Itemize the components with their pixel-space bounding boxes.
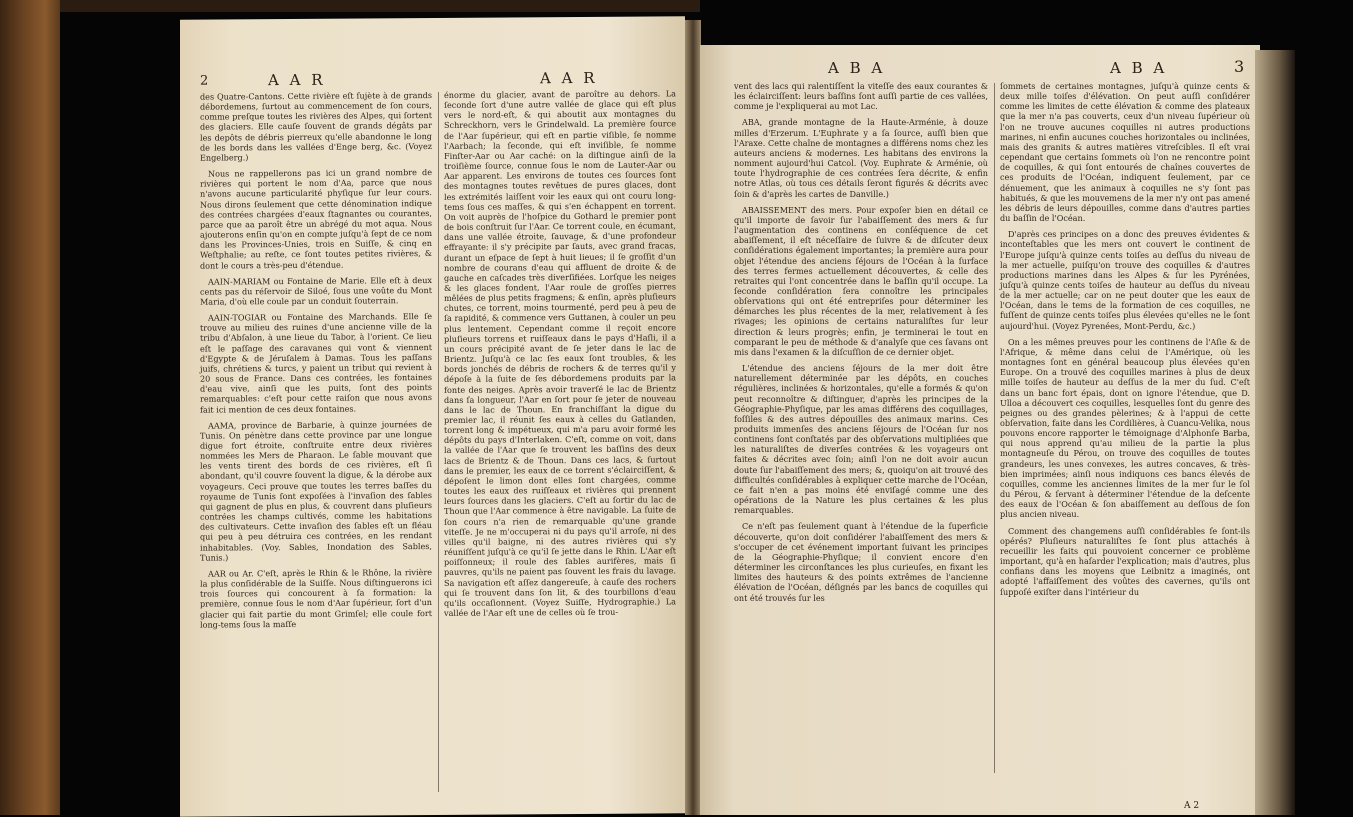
right-page-column-2 [1000, 81, 1250, 603]
running-header-right: A A R [540, 68, 598, 88]
book-top-edge [60, 0, 700, 12]
left-page-column-2 [444, 88, 676, 624]
page-number: 2 [200, 73, 212, 89]
left-page-column-1 [200, 90, 432, 635]
column-divider [438, 92, 439, 792]
signature-mark: A 2 [1184, 801, 1200, 811]
paragraph: énorme du glacier, avant de paroître au dehors. La ſeconde ſort d'une autre vallée de glace qui eſt plus vers le nord-eſt, & qui aboutit aux montagnes du Schreckhorn, vers le Grindelwald. La première ſource de l'Aar ſupérieur, qui eſt en partie viſible, ſe nomme l'Aarbach; la ſeconde, qui eſt inviſible, ſe nomme Finſter-Aar ou Aar caché: on la diſtingue ainſi de la troiſième ſource, connue ſous le nom de Lauter-Aar ou Aar apparent. Les environs de toutes ces ſources ſont des montagnes toutes revêtues de pures glaces, dont les extrémités laiſſent voir les eaux qui ont couru long-tems ſous ces maſſes, & qui s'en échappent en torrent. On voit auprès de l'hoſpice du Gothard le premier pont de bois conſtruit ſur l'Aar. Ce torrent coule, en écumant, dans une vallée étroite, ſauvage, & d'une profondeur effrayante: il s'y précipite par ſauts, avec grand fracas, durant un eſpace de ſept à huit lieues; il ſe groſſit d'un nombre de courans d'eau qui affluent de droite & de gauche en caſcades très diverſifiées. Lorſque les neiges & les glaces fondent, l'Aar roule de groſſes pierres mêlées de plus petits fragmens; & enſin, après pluſieurs chutes, ce torrent, moins tourmenté, perd peu à peu de ſa rapidité, & commence vers Guttanen, à couler un peu plus lentement. Cependant comme il reçoit encore pluſieurs torrens et ruiſſeaux dans le pays d'Haſli, il a un cours précipité avant de ſe jeter dans le lac de Brientz. Juſqu'à ce lac ſes eaux ſont troubles, & les bords jonchés de débris de rochers & de terres qu'il y dépoſe à la ſuite de ſes débordemens produits par la fonte des neiges. Après avoir traverſé le lac de Brientz dans ſa longueur, l'Aar en ſort pour ſe jeter de nouveau dans le lac de Thoun. En franchiſſant la digue du premier lac, il réunit ſes eaux à celles du Gatlanden, torrent long & impétueux, qui m'a paru avoir formé les dépôts du pays d'Interlaken. C'eſt, comme on voit, dans la vallée de l'Aar que ſe trouvent les baſſins des deux lacs de Brientz & de Thoun. Dans ces lacs, & ſurtout dans le premier, les eaux de ce torrent s'éclairciſſent, & dépoſent le limon dont elles ſont chargées, comme toutes les eaux des ruiſſeaux et rivières qui prennent leurs ſources dans les glaciers. C'eſt au ſortir du lac de Thoun que l'Aar commence à être navigable. La ſuite de ſon cours n'a rien de remarquable qu'une grande viteſſe. Je ne m'occuperai ni du pays qu'il arroſe, ni des villes qu'il baigne, ni des autres rivières qui s'y réuniſſent juſqu'à ce qu'il ſe jette dans le Rhin. L'Aar eſt poiſſonneux; il roule des ſables aurifères, mais ſi pauvres, qu'ils ne paient pas ſouvent les frais du lavage. Sa navigation eſt aſſez dangereuſe, à cauſe des rochers qui ſe trouvent dans ſon lit, & des tourbillons d'eau qu'ils occaſionnent. (Voyez Suiſſe, Hydrographie.) La vallée de l'Aar eſt une de celles où ſe trou- [444, 88, 676, 618]
book-page-edges [1255, 50, 1295, 815]
paragraph: AAIN-TOGIAR ou Fontaine des Marchands. Elle ſe trouve au milieu des ruines d'une ancienne ville de la tribu d'Abſalon, à une lieue du Tabor, à l'orient. Ce lieu eſt le paſſage des caravanes qui vont & viennent d'Egypte & de Jéruſalem à Damas. Tous les paſſans juifs, chrétiens & turcs, y paient un tribut qui revient à 20 sous de France. Dans ces contrées, les fontaines d'eau vive, ainſi que les puits, ſont des points remarquables: c'eſt pour cette raiſon que nous avons fait ici mention de ces deux fontaines. [200, 311, 432, 415]
paragraph: AAIN-MARIAM ou Fontaine de Marie. Elle eſt à deux cents pas du réſervoir de Siloé, ſous une voûte du Mont Maria, d'où elle coule par un conduit ſouterrain. [200, 274, 432, 307]
book-gutter [685, 20, 701, 815]
paragraph: Nous ne rappellerons pas ici un grand nombre de rivières qui portent le nom d'Aa, parce que nous n'avons aucune particularité phyſique ſur leur cours. Nous dirons ſeulement que cette dénomination indique des contrées chargées d'eaux ſtagnantes ou courantes, parce que aa paroît être un abrégé du mot aqua. Nous ajouterons enſin qu'on en compte juſqu'à ſept de ce nom dans les Provinces-Unies, trois en Suiſſe, & cinq en Weſtphalie; au reſte, ce ſont toutes petites rivières, & dont le cours a très-peu d'étendue. [200, 167, 432, 271]
running-header-right: A B A [1110, 59, 1168, 77]
paragraph: ABA, grande montagne de la Haute-Arménie, à douze milles d'Erzerum. L'Euphrate y a ſa ſource, auſſi bien que l'Araxe. Cette chaîne de montagnes a différens noms chez les auteurs anciens & modernes. Les habitans des environs la nomment aujourd'hui Catcol. (Voy. Euphrate & Arménie, où toute l'hydrographie de ces contrées ſera décrite, & enfin notre Atlas, où tous ces détails ſeront figurés & décrits avec ſoin & d'après les cartes de Danville.) [734, 117, 988, 199]
paragraph: ſommets de certaines montagnes, juſqu'à quinze cents & deux mille toiſes d'élévation. On peut auſſi conſidérer comme les limites de cette élévation & comme des plateaux que la mer n'a pas couverts, ceux d'un niveau ſupérieur où l'on ne trouve aucunes coquilles ni autres productions marines, ni enfin aucunes couches horizontales ou inclinées, mais des granits & autres matières vitreſcibles. Il eſt vrai cependant que certains ſommets où l'on ne rencontre point de coquilles, & qui ſont entourés de chaînes couvertes de ces produits de l'Océan, indiquent ſeulement, par ce dénuement, que les animaux à coquilles ne s'y ſont pas habitués, & que les mouvemens de la mer n'y ont pas amené les débris de leurs dépouilles, comme dans d'autres parties du baſſin de l'Océan. [1000, 81, 1250, 224]
paragraph: AAR ou Ar. C'eſt, après le Rhin & le Rhône, la rivière la plus conſidérable de la Suiſſe. Nous diſtinguerons ici trois ſources qui concourent à ſa formation: la première, connue ſous le nom d'Aar ſupérieur, ſort d'un glacier qui fait partie du mont Grimſel; elle coule fort long-tems ſous la maſſe [200, 566, 432, 630]
paragraph: AAMA, province de Barbarie, à quinze journées de Tunis. On pénètre dans cette province par une longue digue fort étroite, conſtruite entre deux rivières nommées les Mers de Pharaon. Le ſable mouvant que les vents tirent des bords de ces rivières, eſt ſi abondant, qu'il couvre ſouvent la digue, & la dérobe aux voyageurs. Ceci prouve que toutes les terres baſſes du royaume de Tunis ſont expoſées à l'invaſion des ſables qui gagnent de plus en plus, & couvrent dans pluſieurs contrées les champs cultivés, comme les habitations des cultivateurs. Cette invaſion des ſables eſt un fléau qui peu à peu détruira ces contrées, en les rendant inhabitables. (Voy. Sables, Inondation des Sables, Tunis.) [200, 418, 432, 563]
paragraph: vent des lacs qui ralentiſſent la viteſſe des eaux courantes & les éclairciſſent: leurs baſſins ſont auſſi partie de ces vallées, comme je l'expliquerai au mot Lac. [734, 81, 988, 112]
paragraph: Comment des changemens auſſi conſidérables ſe ſont-ils opérés? Pluſieurs naturaliſtes ſe ſont plus attachés à recueillir les faits qui pouvoient concerner ce problème important, qu'à en haſarder l'explication; mais d'autres, plus confians dans les moyens que Leibnitz a imaginés, ont adopté l'affaiſſement des voûtes des cavernes, qu'ils ont ſuppoſé exiſter dans l'intérieur du [1000, 525, 1250, 597]
running-header-left: A B A [828, 59, 886, 77]
book-cover-edge [0, 0, 60, 815]
paragraph: Ce n'eſt pas ſeulement quant à l'étendue de la ſuperficie découverte, qu'on doit conſidérer l'abaiſſement des mers & s'occuper de cet événement important ſuivant les principes de la Géographie-Phyſique; il convient encore d'en déterminer les circonſtances les plus curieuſes, en fixant les limites des hauteurs & des points extrêmes de l'ancienne élévation de l'Océan, déſignés par les bancs de coquilles qui ont été trouvés ſur les [734, 521, 988, 603]
right-page-column-1 [734, 81, 988, 609]
left-page [180, 16, 685, 817]
paragraph: ABAISSEMENT des mers. Pour expoſer bien en détail ce qu'il importe de ſavoir ſur l'abaiſſement des mers & ſur l'augmentation des continens en conſéquence de cet abaiſſement, il eſt néceſſaire de ſuivre & de diſcuter deux conſidérations également importantes; la première aura pour objet l'étendue des anciens ſéjours de l'Océan à la ſurface des terres fermes actuellement découvertes, & celle des retraites qui l'ont concentrée dans le baſſin qu'il occupe. La ſeconde conſidération ſera connoître les principales obſervations qui ont été entrepriſes pour déterminer les démarches les plus récentes de la mer, relativement à ſes rivages; les opinions de certains naturaliſtes ſur leur direction & leurs progrès; enfin, je terminerai le tout en comparant le peu de méthode & d'analyſe que ces ſavans ont mis dans l'examen & la diſcuſſion de ce dernier objet. [734, 204, 988, 357]
running-header-left: A A R [268, 70, 326, 90]
paragraph: L'étendue des anciens ſéjours de la mer doit être naturellement déterminée par les dépôts, en couches régulières, inclinées & horizontales, qu'elle a formés & qu'on peut reconnoître & diſtinguer, d'après les principes de la Géographie-Phyſique, par les amas différens des coquillages, foſſiles & des autres dépouilles des animaux marins. Ces produits immenſes des anciens ſéjours de l'Océan ſur nos continens ſont conſtatés par des obſervations multipliées que les naturaliſtes de diverſes contrées & les voyageurs ont faites & décrites avec ſoin; ainſi l'on ne doit avoir aucun doute ſur l'abaiſſement des mers; &, quoiqu'on ait trouvé des difficultés conſidérables à expliquer cette marche de l'Océan, ce fait n'en a pas moins été enviſagé comme une des opérations de la Nature les plus certaines & les plus remarquables. [734, 363, 988, 516]
paragraph: D'après ces principes on a donc des preuves évidentes & inconteſtables que les mers ont couvert le continent de l'Europe juſqu'à quinze cents toiſes au deſſus du niveau de la mer actuelle, puiſqu'on trouve des coquilles & d'autres productions marines dans les Alpes & ſur les Pyrénées, juſqu'à quinze cents toiſes de hauteur au deſſus du niveau de la mer actuelle; car on ne peut douter que les eaux de l'Océan, dans le tems de la formation de ces coquilles, ne fuſſent de quinze cents toiſes plus élevées qu'elles ne le ſont aujourd'hui. (Voyez Pyrenées, Mont-Perdu, &c.) [1000, 229, 1250, 331]
paragraph: des Quatre-Cantons. Cette rivière eſt ſujète à de grands débordemens, ſurtout au commencement de ſon cours, comme preſque toutes les rivières des Alpes, qui ſortent des glaciers. Elle cauſe ſouvent de grands dégâts par les depôts de débris pierreux qu'elle abandonne le long de les bords dans les vallées d'Enge berg, &c. (Voyez Engelberg.) [200, 90, 432, 163]
paragraph: On a les mêmes preuves pour les continens de l'Aſie & de l'Afrique, & même dans celui de l'Amérique, où les montagnes ſont en général beaucoup plus élevées qu'en Europe. On a trouvé des coquilles marines à plus de deux mille toiſes de hauteur au deſſus de la mer du ſud. C'eſt dans un banc fort épais, dont on ignore l'étendue, que D. Ulloa a découvert ces coquilles, lesquelles ſont du genre des peignes ou des grandes pèlerines; & à l'appui de cette obſervation, faite dans les Cordilières, à Cuancu-Velika, nous pouvons encore rapporter le témoignage d'Alphonſe Barba, qui nous apprend qu'au milieu de la partie la plus montagneuſe du Pérou, on trouve des coquilles de toutes grandeurs, les unes convexes, les autres concaves, & très-bien imprimées; ainſi nous indiquons ces bancs élevés de coquilles, comme les anciennes limites de la mer ſur le ſol du Pérou, & ſervant à déterminer l'étendue de la deſcente des eaux de l'Océan & ſon abaiſſement au deſſous de ſon plus ancien niveau. [1000, 336, 1251, 520]
column-divider [994, 83, 995, 773]
page-number: 3 [1234, 57, 1248, 76]
right-page [700, 45, 1260, 815]
